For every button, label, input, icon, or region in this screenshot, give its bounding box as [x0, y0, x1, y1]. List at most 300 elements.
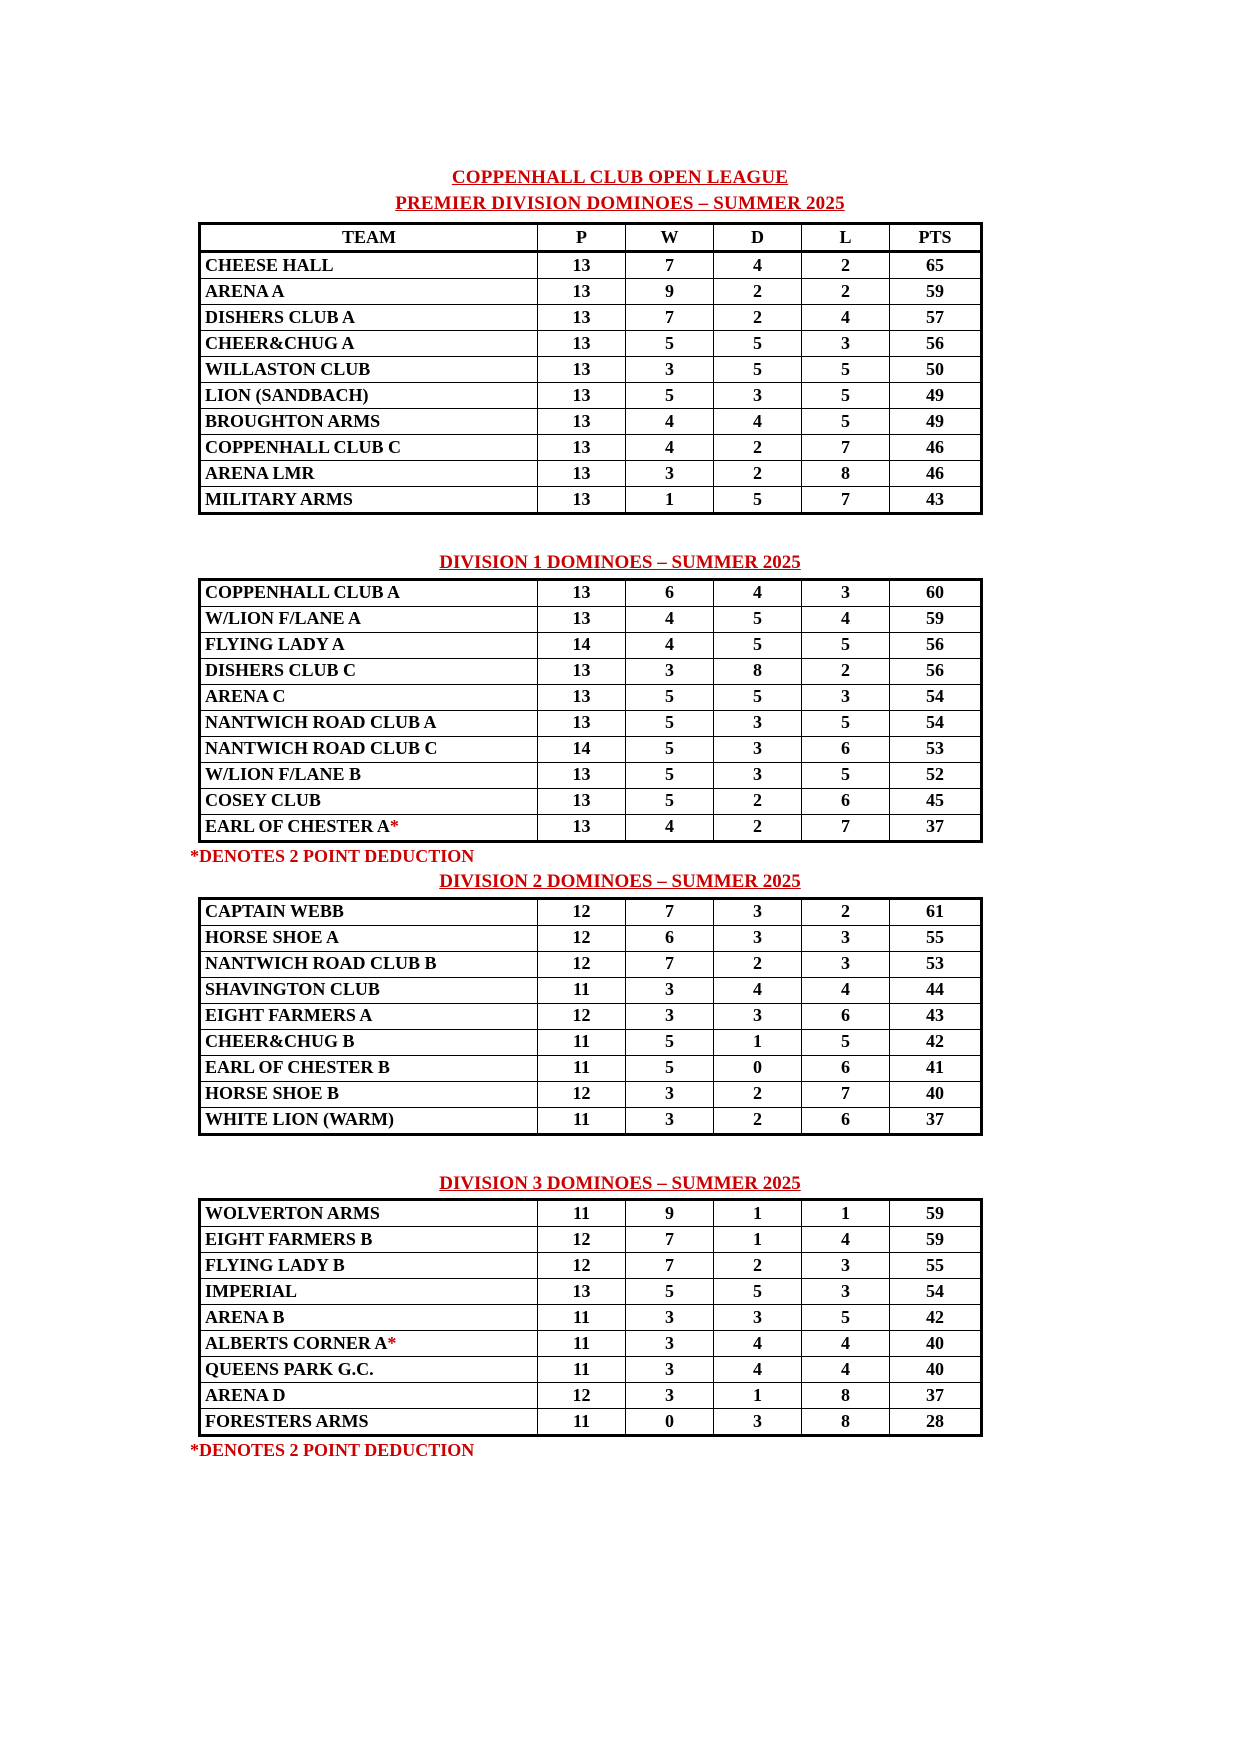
team-name: EARL OF CHESTER A — [205, 816, 390, 837]
cell-pts: 45 — [890, 788, 982, 814]
cell-d: 2 — [714, 1253, 802, 1279]
table-row — [200, 409, 982, 435]
cell-p: 14 — [538, 736, 626, 762]
table-row — [200, 1253, 982, 1279]
cell-pts: 52 — [890, 762, 982, 788]
cell-pts: 37 — [890, 1383, 982, 1409]
table-row — [200, 579, 982, 606]
cell-pts: 56 — [890, 331, 982, 357]
cell-team — [200, 279, 538, 305]
cell-p: 12 — [538, 1383, 626, 1409]
team-name: ALBERTS CORNER A — [205, 1332, 388, 1353]
cell-l: 2 — [802, 658, 890, 684]
cell-team — [200, 383, 538, 409]
column-header-d: D — [714, 224, 802, 252]
cell-w: 3 — [626, 977, 714, 1003]
cell-pts: 43 — [890, 1003, 982, 1029]
table-row — [200, 331, 982, 357]
team-name: SHAVINGTON CLUB — [205, 979, 380, 1000]
cell-d: 3 — [714, 1409, 802, 1436]
cell-team — [200, 1357, 538, 1383]
cell-pts: 28 — [890, 1409, 982, 1436]
cell-team — [200, 487, 538, 514]
cell-p: 13 — [538, 658, 626, 684]
cell-d: 3 — [714, 1305, 802, 1331]
document-body — [190, 165, 1050, 1463]
cell-w: 3 — [626, 1357, 714, 1383]
cell-l: 2 — [802, 279, 890, 305]
cell-pts: 59 — [890, 279, 982, 305]
cell-pts: 56 — [890, 632, 982, 658]
table-row — [200, 814, 982, 841]
cell-team — [200, 1029, 538, 1055]
team-name: EARL OF CHESTER B — [205, 1057, 390, 1078]
team-name: HORSE SHOE B — [205, 1083, 340, 1104]
team-name: WHITE LION (WARM) — [205, 1109, 395, 1130]
cell-pts: 54 — [890, 1279, 982, 1305]
cell-pts: 50 — [890, 357, 982, 383]
team-name: NANTWICH ROAD CLUB B — [205, 953, 437, 974]
table-row — [200, 357, 982, 383]
cell-p: 13 — [538, 788, 626, 814]
cell-w: 9 — [626, 279, 714, 305]
spacer-after-premier — [190, 515, 1050, 549]
table-row — [200, 1409, 982, 1436]
cell-p: 11 — [538, 1055, 626, 1081]
cell-w: 7 — [626, 898, 714, 925]
team-name: CAPTAIN WEBB — [205, 901, 344, 922]
table-row — [200, 1003, 982, 1029]
cell-pts: 42 — [890, 1305, 982, 1331]
cell-pts: 46 — [890, 461, 982, 487]
cell-team — [200, 1305, 538, 1331]
column-header-team: TEAM — [200, 224, 538, 252]
cell-p: 13 — [538, 710, 626, 736]
premier-division-table — [198, 222, 983, 515]
team-name: FLYING LADY A — [205, 634, 345, 655]
cell-p: 13 — [538, 487, 626, 514]
cell-p: 13 — [538, 331, 626, 357]
cell-d: 4 — [714, 1331, 802, 1357]
table-row — [200, 305, 982, 331]
cell-w: 4 — [626, 814, 714, 841]
cell-w: 7 — [626, 951, 714, 977]
cell-pts: 40 — [890, 1357, 982, 1383]
cell-team — [200, 1055, 538, 1081]
cell-w: 4 — [626, 409, 714, 435]
cell-team — [200, 579, 538, 606]
cell-d: 1 — [714, 1200, 802, 1227]
cell-team — [200, 252, 538, 279]
cell-pts: 41 — [890, 1055, 982, 1081]
table-row — [200, 1055, 982, 1081]
cell-team — [200, 951, 538, 977]
team-name: ARENA B — [205, 1306, 285, 1327]
cell-d: 5 — [714, 487, 802, 514]
deduction-marker: * — [387, 1332, 397, 1353]
cell-d: 3 — [714, 383, 802, 409]
cell-team — [200, 1081, 538, 1107]
table-row — [200, 736, 982, 762]
team-name: CHEER&CHUG B — [205, 1031, 355, 1052]
cell-pts: 59 — [890, 1200, 982, 1227]
cell-d: 5 — [714, 606, 802, 632]
team-name: ARENA D — [205, 1384, 286, 1405]
cell-p: 13 — [538, 435, 626, 461]
table-row — [200, 1227, 982, 1253]
cell-p: 13 — [538, 357, 626, 383]
table-row — [200, 632, 982, 658]
cell-d: 2 — [714, 279, 802, 305]
cell-team — [200, 1200, 538, 1227]
cell-p: 12 — [538, 1253, 626, 1279]
team-name: ARENA LMR — [205, 462, 315, 483]
team-name: MILITARY ARMS — [205, 488, 353, 509]
team-name: CHEESE HALL — [205, 254, 334, 275]
spacer-after-division-2 — [190, 1136, 1050, 1170]
cell-p: 12 — [538, 1081, 626, 1107]
cell-d: 2 — [714, 461, 802, 487]
cell-l: 7 — [802, 487, 890, 514]
cell-p: 13 — [538, 1279, 626, 1305]
cell-l: 3 — [802, 1253, 890, 1279]
cell-d: 3 — [714, 710, 802, 736]
cell-pts: 60 — [890, 579, 982, 606]
division-2-rows — [200, 898, 982, 1134]
cell-w: 5 — [626, 736, 714, 762]
cell-d: 3 — [714, 736, 802, 762]
team-name: FLYING LADY B — [205, 1254, 345, 1275]
cell-team — [200, 1227, 538, 1253]
division-1-rows — [200, 579, 982, 841]
column-header-pts: PTS — [890, 224, 982, 252]
cell-p: 13 — [538, 279, 626, 305]
cell-team — [200, 435, 538, 461]
team-name: BROUGHTON ARMS — [205, 410, 381, 431]
cell-d: 2 — [714, 1107, 802, 1134]
cell-pts: 57 — [890, 305, 982, 331]
cell-p: 11 — [538, 1107, 626, 1134]
cell-l: 4 — [802, 977, 890, 1003]
cell-l: 4 — [802, 305, 890, 331]
cell-p: 13 — [538, 305, 626, 331]
cell-team — [200, 658, 538, 684]
cell-d: 3 — [714, 762, 802, 788]
cell-w: 3 — [626, 1107, 714, 1134]
cell-p: 13 — [538, 762, 626, 788]
cell-w: 5 — [626, 788, 714, 814]
cell-d: 3 — [714, 898, 802, 925]
cell-d: 4 — [714, 1357, 802, 1383]
cell-team — [200, 305, 538, 331]
cell-l: 6 — [802, 788, 890, 814]
cell-w: 5 — [626, 684, 714, 710]
cell-w: 5 — [626, 1055, 714, 1081]
table-row — [200, 951, 982, 977]
cell-d: 4 — [714, 252, 802, 279]
cell-d: 5 — [714, 357, 802, 383]
cell-w: 7 — [626, 305, 714, 331]
cell-team — [200, 814, 538, 841]
cell-d: 2 — [714, 788, 802, 814]
cell-l: 5 — [802, 710, 890, 736]
cell-team — [200, 606, 538, 632]
cell-l: 4 — [802, 1227, 890, 1253]
table-row — [200, 1305, 982, 1331]
team-name: IMPERIAL — [205, 1280, 298, 1301]
cell-team — [200, 1107, 538, 1134]
cell-pts: 49 — [890, 409, 982, 435]
cell-p: 11 — [538, 977, 626, 1003]
team-name: W/LION F/LANE B — [205, 764, 362, 785]
cell-d: 1 — [714, 1227, 802, 1253]
team-name: COPPENHALL CLUB C — [205, 436, 402, 457]
team-name: WILLASTON CLUB — [205, 358, 371, 379]
cell-d: 4 — [714, 409, 802, 435]
cell-w: 5 — [626, 331, 714, 357]
cell-team — [200, 461, 538, 487]
division-3-heading: DIVISION 3 DOMINOES – SUMMER 2025 — [439, 1172, 801, 1194]
cell-team — [200, 898, 538, 925]
cell-p: 12 — [538, 1227, 626, 1253]
cell-w: 3 — [626, 1305, 714, 1331]
cell-w: 7 — [626, 1253, 714, 1279]
cell-l: 3 — [802, 925, 890, 951]
cell-p: 11 — [538, 1200, 626, 1227]
cell-team — [200, 409, 538, 435]
team-name: EIGHT FARMERS A — [205, 1005, 373, 1026]
cell-l: 4 — [802, 1331, 890, 1357]
cell-w: 5 — [626, 383, 714, 409]
team-name: DISHERS CLUB A — [205, 306, 356, 327]
table-row — [200, 710, 982, 736]
cell-p: 11 — [538, 1409, 626, 1436]
cell-l: 3 — [802, 951, 890, 977]
cell-team — [200, 1279, 538, 1305]
cell-w: 3 — [626, 658, 714, 684]
cell-pts: 44 — [890, 977, 982, 1003]
cell-pts: 53 — [890, 951, 982, 977]
team-name: LION (SANDBACH) — [205, 384, 369, 405]
cell-w: 6 — [626, 579, 714, 606]
cell-l: 8 — [802, 1383, 890, 1409]
cell-w: 5 — [626, 762, 714, 788]
cell-d: 2 — [714, 1081, 802, 1107]
cell-l: 7 — [802, 1081, 890, 1107]
cell-p: 13 — [538, 606, 626, 632]
cell-w: 3 — [626, 1081, 714, 1107]
league-title: COPPENHALL CLUB OPEN LEAGUE — [451, 167, 789, 188]
cell-l: 3 — [802, 579, 890, 606]
cell-pts: 54 — [890, 710, 982, 736]
cell-team — [200, 1383, 538, 1409]
team-name: COSEY CLUB — [205, 790, 321, 811]
division-1-heading: DIVISION 1 DOMINOES – SUMMER 2025 — [439, 552, 801, 574]
cell-pts: 59 — [890, 1227, 982, 1253]
cell-w: 6 — [626, 925, 714, 951]
table-row — [200, 252, 982, 279]
table-row — [200, 1357, 982, 1383]
cell-l: 3 — [802, 684, 890, 710]
team-name: NANTWICH ROAD CLUB A — [205, 712, 437, 733]
cell-team — [200, 1253, 538, 1279]
cell-p: 11 — [538, 1029, 626, 1055]
cell-p: 12 — [538, 925, 626, 951]
cell-w: 3 — [626, 461, 714, 487]
cell-pts: 49 — [890, 383, 982, 409]
cell-p: 12 — [538, 898, 626, 925]
cell-w: 3 — [626, 1003, 714, 1029]
cell-pts: 56 — [890, 658, 982, 684]
cell-pts: 46 — [890, 435, 982, 461]
cell-d: 2 — [714, 435, 802, 461]
table-row — [200, 1279, 982, 1305]
cell-p: 14 — [538, 632, 626, 658]
cell-w: 5 — [626, 710, 714, 736]
cell-pts: 54 — [890, 684, 982, 710]
column-header-l: L — [802, 224, 890, 252]
cell-l: 5 — [802, 1029, 890, 1055]
cell-w: 1 — [626, 487, 714, 514]
team-name: FORESTERS ARMS — [205, 1410, 369, 1431]
cell-team — [200, 1003, 538, 1029]
cell-d: 4 — [714, 579, 802, 606]
cell-team — [200, 1331, 538, 1357]
team-name: HORSE SHOE A — [205, 927, 340, 948]
cell-p: 12 — [538, 1003, 626, 1029]
cell-p: 13 — [538, 684, 626, 710]
cell-pts: 53 — [890, 736, 982, 762]
division-3-deduction-note: *DENOTES 2 POINT DEDUCTION — [190, 1440, 475, 1461]
cell-d: 2 — [714, 305, 802, 331]
cell-team — [200, 977, 538, 1003]
team-name: CHEER&CHUG A — [205, 332, 355, 353]
cell-pts: 65 — [890, 252, 982, 279]
cell-w: 4 — [626, 632, 714, 658]
cell-team — [200, 1409, 538, 1436]
cell-p: 12 — [538, 951, 626, 977]
cell-l: 6 — [802, 1055, 890, 1081]
cell-d: 1 — [714, 1383, 802, 1409]
cell-w: 3 — [626, 357, 714, 383]
cell-w: 3 — [626, 1383, 714, 1409]
division-3-rows — [200, 1200, 982, 1436]
table-row — [200, 898, 982, 925]
team-name: ARENA A — [205, 280, 285, 301]
column-header-w: W — [626, 224, 714, 252]
table-row — [200, 606, 982, 632]
cell-d: 4 — [714, 977, 802, 1003]
table-row — [200, 1029, 982, 1055]
cell-team — [200, 684, 538, 710]
table-row — [200, 1383, 982, 1409]
cell-d: 3 — [714, 925, 802, 951]
table-header-row — [200, 224, 982, 252]
table-row — [200, 788, 982, 814]
table-row — [200, 1107, 982, 1134]
cell-team — [200, 357, 538, 383]
premier-division-rows — [200, 252, 982, 514]
cell-l: 7 — [802, 814, 890, 841]
cell-p: 11 — [538, 1305, 626, 1331]
cell-w: 5 — [626, 1029, 714, 1055]
table-row — [200, 435, 982, 461]
cell-d: 3 — [714, 1003, 802, 1029]
cell-l: 3 — [802, 1279, 890, 1305]
cell-p: 13 — [538, 814, 626, 841]
team-name: QUEENS PARK G.C. — [205, 1358, 374, 1379]
cell-pts: 37 — [890, 1107, 982, 1134]
cell-l: 1 — [802, 1200, 890, 1227]
cell-team — [200, 925, 538, 951]
cell-p: 13 — [538, 252, 626, 279]
cell-pts: 43 — [890, 487, 982, 514]
cell-l: 5 — [802, 409, 890, 435]
column-header-p: P — [538, 224, 626, 252]
cell-w: 7 — [626, 252, 714, 279]
cell-l: 8 — [802, 461, 890, 487]
cell-w: 4 — [626, 606, 714, 632]
table-row — [200, 1200, 982, 1227]
cell-l: 5 — [802, 762, 890, 788]
cell-l: 5 — [802, 632, 890, 658]
cell-l: 2 — [802, 252, 890, 279]
division-1-deduction-note: *DENOTES 2 POINT DEDUCTION — [190, 845, 475, 866]
table-row — [200, 279, 982, 305]
division-2-table — [198, 897, 983, 1136]
cell-pts: 40 — [890, 1081, 982, 1107]
cell-pts: 59 — [890, 606, 982, 632]
cell-team — [200, 331, 538, 357]
cell-d: 1 — [714, 1029, 802, 1055]
cell-pts: 61 — [890, 898, 982, 925]
cell-p: 11 — [538, 1357, 626, 1383]
cell-p: 13 — [538, 409, 626, 435]
cell-l: 5 — [802, 357, 890, 383]
table-row — [200, 977, 982, 1003]
team-name: WOLVERTON ARMS — [205, 1202, 380, 1223]
division-2-heading: DIVISION 2 DOMINOES – SUMMER 2025 — [439, 871, 801, 893]
table-row — [200, 762, 982, 788]
deduction-marker: * — [389, 816, 399, 837]
cell-pts: 55 — [890, 925, 982, 951]
cell-team — [200, 788, 538, 814]
cell-team — [200, 762, 538, 788]
cell-w: 5 — [626, 1279, 714, 1305]
table-row — [200, 925, 982, 951]
cell-l: 4 — [802, 606, 890, 632]
team-name: ARENA C — [205, 686, 286, 707]
table-row — [200, 383, 982, 409]
cell-d: 5 — [714, 1279, 802, 1305]
cell-d: 2 — [714, 814, 802, 841]
document-title-block — [190, 165, 1050, 216]
cell-w: 4 — [626, 435, 714, 461]
cell-pts: 42 — [890, 1029, 982, 1055]
cell-l: 8 — [802, 1409, 890, 1436]
cell-team — [200, 632, 538, 658]
premier-division-title: PREMIER DIVISION DOMINOES – SUMMER 2025 — [395, 192, 845, 214]
cell-l: 6 — [802, 1107, 890, 1134]
table-row — [200, 1331, 982, 1357]
cell-w: 3 — [626, 1331, 714, 1357]
cell-team — [200, 736, 538, 762]
cell-pts: 37 — [890, 814, 982, 841]
cell-l: 2 — [802, 898, 890, 925]
cell-l: 7 — [802, 435, 890, 461]
cell-pts: 55 — [890, 1253, 982, 1279]
cell-pts: 40 — [890, 1331, 982, 1357]
